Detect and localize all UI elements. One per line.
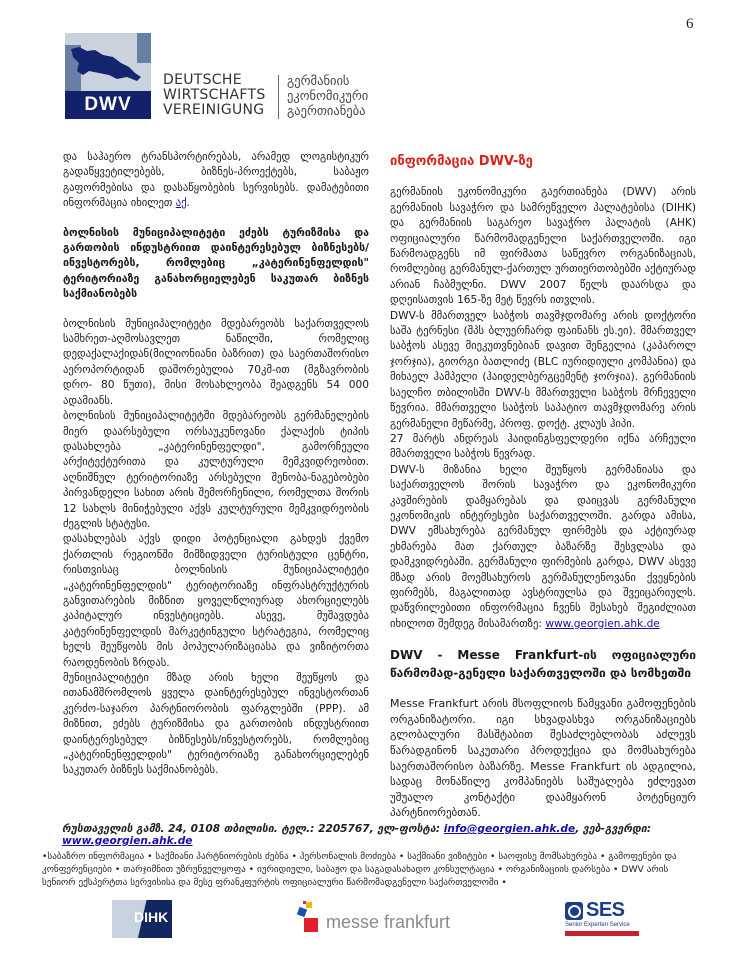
logo-text-ka: გერმანიის ეკონომიკური გაერთიანება xyxy=(287,73,369,118)
footer-services: •საბაზრო ინფორმაცია • საქმიანი პარტნიორების ძებნა • პერსონალის მოძიება • საქმიანი ვიზიტები • საოფისე მომსახურება • გამოფენები და კონფერენციები • თარჯიმნით უზრუნველყოფა • იურიდიული, საბაჟო და საგადასახადო კონსულტაცია • ორგანიზაციის დარსება • DWV არის სენიორ ექსპერტთა სერვისისა და მესე ფრანკფურტის ოფიციალური წარმომადგენელი საქართველოში • xyxy=(42,851,677,888)
dihk-logo: DIHK xyxy=(112,900,172,938)
footer-email-link[interactable]: info@georgien.ahk.de xyxy=(443,823,576,835)
here-link[interactable]: აქ xyxy=(175,197,187,210)
logo-band: DWV xyxy=(65,91,151,119)
bolnisi-paragraph-1: ბოლნისის მუნიციპალიტეტი მდებარეობს საქართველოს სამხრეთ-აღმოსავლეთ ნაწილში, რომელიც დედაქალაქიდან(მილიონიანი ბაზრით) და საერთაშორისო აეროპორტიდან დაშორებულია 70კმ-ით (მგზავრობის დრო- 80 წუთი), მისი მოსახლეობა შეადგენს 54 000 ადამიანს. xyxy=(63,317,369,407)
dwv-paragraph-3: 27 მარტს ანდრეას ჰაიდინგსფელდერი იქნა არჩეული მმართველი საბჭოს წევრად. xyxy=(390,432,696,461)
website-link[interactable]: www.georgien.ahk.de xyxy=(545,617,660,630)
partner-logos xyxy=(0,898,742,948)
dwv-paragraph-4: DWV-ს მიზანია ხელი შეუწყოს გერმანიასა და საქართველოს შორის სავაჭრო და ეკონომიკური კავშირების დამყარებას და დაიცვას გერმანული ეკონომიკის ინტერესები საქართველოში. გარდა ამისა, DWV ემსახურება გერმანულ ფირმებს და აქტიურად ეხმარება მათ ქართულ ბაზარზე შესვლასა და დამკვიდრებაში. გერმანული ფირმების გარდა, DWV ასევე მზად არის მოემსახუროს გერმანულენოვანი ქვეყნების ფირმებს, მაგალითად ავსტრიულსა და შვეიცარიულს. დაწვრილებითი ინფორმაცია ჩვენს შესახებ შეგიძლიათ იხილოთ შემდეგ მისამართზე: www.georgien.ahk.de xyxy=(390,463,696,630)
footer-website-link[interactable]: www.georgien.ahk.de xyxy=(62,835,193,847)
ses-logo: SES Senior Experten Service xyxy=(565,902,641,942)
right-column xyxy=(390,150,696,821)
dwv-logo xyxy=(65,33,545,123)
messe-frankfurt-logo: messe frankfurt xyxy=(292,900,492,940)
footer-address: რუსთაველის გამზ. 24, 0108 თბილისი. ტელ.: 2205767, ელ-ფოსტა: info@georgien.ahk.de, ვებ-გვერდი: www.georgien.ahk.de xyxy=(62,823,652,847)
messe-frankfurt-title: DWV - Messe Frankfurt-ის ოფიციალური წარმომად-გენელი საქართველოში და სომხეთში xyxy=(390,648,696,681)
dwv-paragraph-2: DWV-ს მმართველ საბჭოს თავმჯდომარე არის დოქტორი საშა ტერნესი (შპს ბლუერჩარდ ფაინანს ეს.ეი). მმართველ საბჭოს ასევე მიეკუთვნებიან დავით შენგელია (კაპაროლ ჯორჯია), გიორგი ბათლიძე (BLC იურიდიული კომპანია) და მიხაელ ჰამპელი (ჰაიდელბერგცემენტ ჯორჯია). გერმანიის საელჩო თბილისში DWV-ს მმართველი საბჭოს მრჩეველი წევრია. მმართველი საბჭოს საპატიო თავმჯდომარე არის გერმანელი მეწარმე, პროფ. დოქტ. კლაუს ჰიპი. xyxy=(390,309,696,430)
left-column xyxy=(63,150,369,779)
messe-frankfurt-paragraph: Messe Frankfurt არის მსოფლიოს წამყვანი გამოფენების ორგანიზატორი. იგი სხვადასხვა ორგანიზაციებს გლობალური მასშტაბით შესაძლებლობას აძლევს წარადგინონ საკუთარი პროდუქცია და მომსახურება საერთაშორისო ბაზარზე. Messe Frankfurt ის ადგილია, სადაც მონაწილე კომპანიებს საშუალება ეძლევათ უშუალო კონტაქტი დაამყარონ პოტენციურ პარტნიორებთან. xyxy=(390,697,696,820)
logo-divider xyxy=(278,75,279,119)
georgia-map-icon xyxy=(65,33,151,119)
ses-emblem-icon xyxy=(565,902,583,920)
page-number: 6 xyxy=(686,16,694,32)
bolnisi-paragraph-2: ბოლნისის მუნიციპალიტეტში მდებარეობს გერმანელების მიერ დაარსებული ორსაუკუნოვანი ქალაქის ტიპის დასახლება „კატერინენფელდი", გამორჩეული არქიტექტურითა და კულტურული მემკვიდრეობით. აღნიშნულ ტერიტორიაზე არსებული შენობა-ნაგებობები პირვანდელი სახით არის შემორჩენილი, რომელთა შორის 12 სახლს მინიჭებული აქვს კულტურული მემკვიდრეობის ძეგლის სტატუსი. xyxy=(63,410,369,530)
bolnisi-paragraph-3: დასახლებას აქვს დიდი პოტენციალი გახდეს ქვემო ქართლის რეგიონში მიმზიდველი ტურისტული ცენტრი, რისთვისაც ბოლნისის მუნიციპალიტეტი „კატერინენფელდის" ტერიტორიაზე ინფრასტრუქტურის განვითარების მიზნით ყოველწლიურად ახორციელებს კაპიტალურ ინვესტიციებს. ასევე, მუშავდება კატერინენფელდის მარკეტინგული სტრატეგია, რომელიც ხელს შეუწყობს მის პოპულარიზაციასა და ვიზიტორთა რაოდენობის ზრდას. xyxy=(63,533,369,669)
intro-paragraph: და საჰაერო ტრანსპორტირებას, არამედ ლოგისტიკურ გადაწყვეტილებებს, ბიზნეს-პროექტებს, საბაჟო გაფორმებისა და დასაწყობების სერვისებს. დამატებითი ინფორმაცია იხილეთ აქ. xyxy=(63,151,369,210)
logo-text-de: DEUTSCHE WIRTSCHAFTS VEREINIGUNG xyxy=(163,72,266,118)
dwv-paragraph-1: გერმანიის ეკონომიკური გაერთიანება (DWV) არის გერმანიის სავაჭრო და სამრეწველო პალატებისა (DIHK) და გერმანიის საგარეო სავაჭრო პალატის (AHK) ოფიციალური წარმომადგენელი საქართველოში. იგი წარმოადგენს იმ ფირმათა საწევრო ორგანიზაციას, რომლებიც გერმანულ-ქართულ ურთიერთობებში აქტიურად არიან ჩაბმულნი. DWV 2007 წელს დაარსდა და დღეისათვის 165-ზე მეტ წევრს ითვლის. xyxy=(390,186,696,307)
dwv-info-title: ინფორმაცია DWV-ზე xyxy=(390,154,533,169)
bolnisi-paragraph-4: მუნიციპალიტეტი მზად არის ხელი შეუწყოს და ითანამშრომლოს ყველა დაინტერესებულ ინვესტორთან კერძო-საჯარო პარტნიორობის ფარგლებში (PPP). ამ მიზნით, ეძებს ტურიზმისა და გართობის ინდუსტრიით დაინტერესებულ ბიზნესებს/ინვესტორებს, რომლებიც „კატერინენფელდის" ტერიტორიაზე განახორციელებენ საკუთარ ბიზნეს საქმიანობებს. xyxy=(63,672,369,777)
bolnisi-heading: ბოლნისის მუნიციპალიტეტი ეძებს ტურიზმისა და გართობის ინდუსტრიით დაინტერესებულ ბიზნესებს/ინვესტორებს, რომლებიც „კატერინენფელდის" ტერიტორიაზე განახორციელებენ საკუთარ ბიზნეს საქმიანობებს xyxy=(63,226,369,301)
